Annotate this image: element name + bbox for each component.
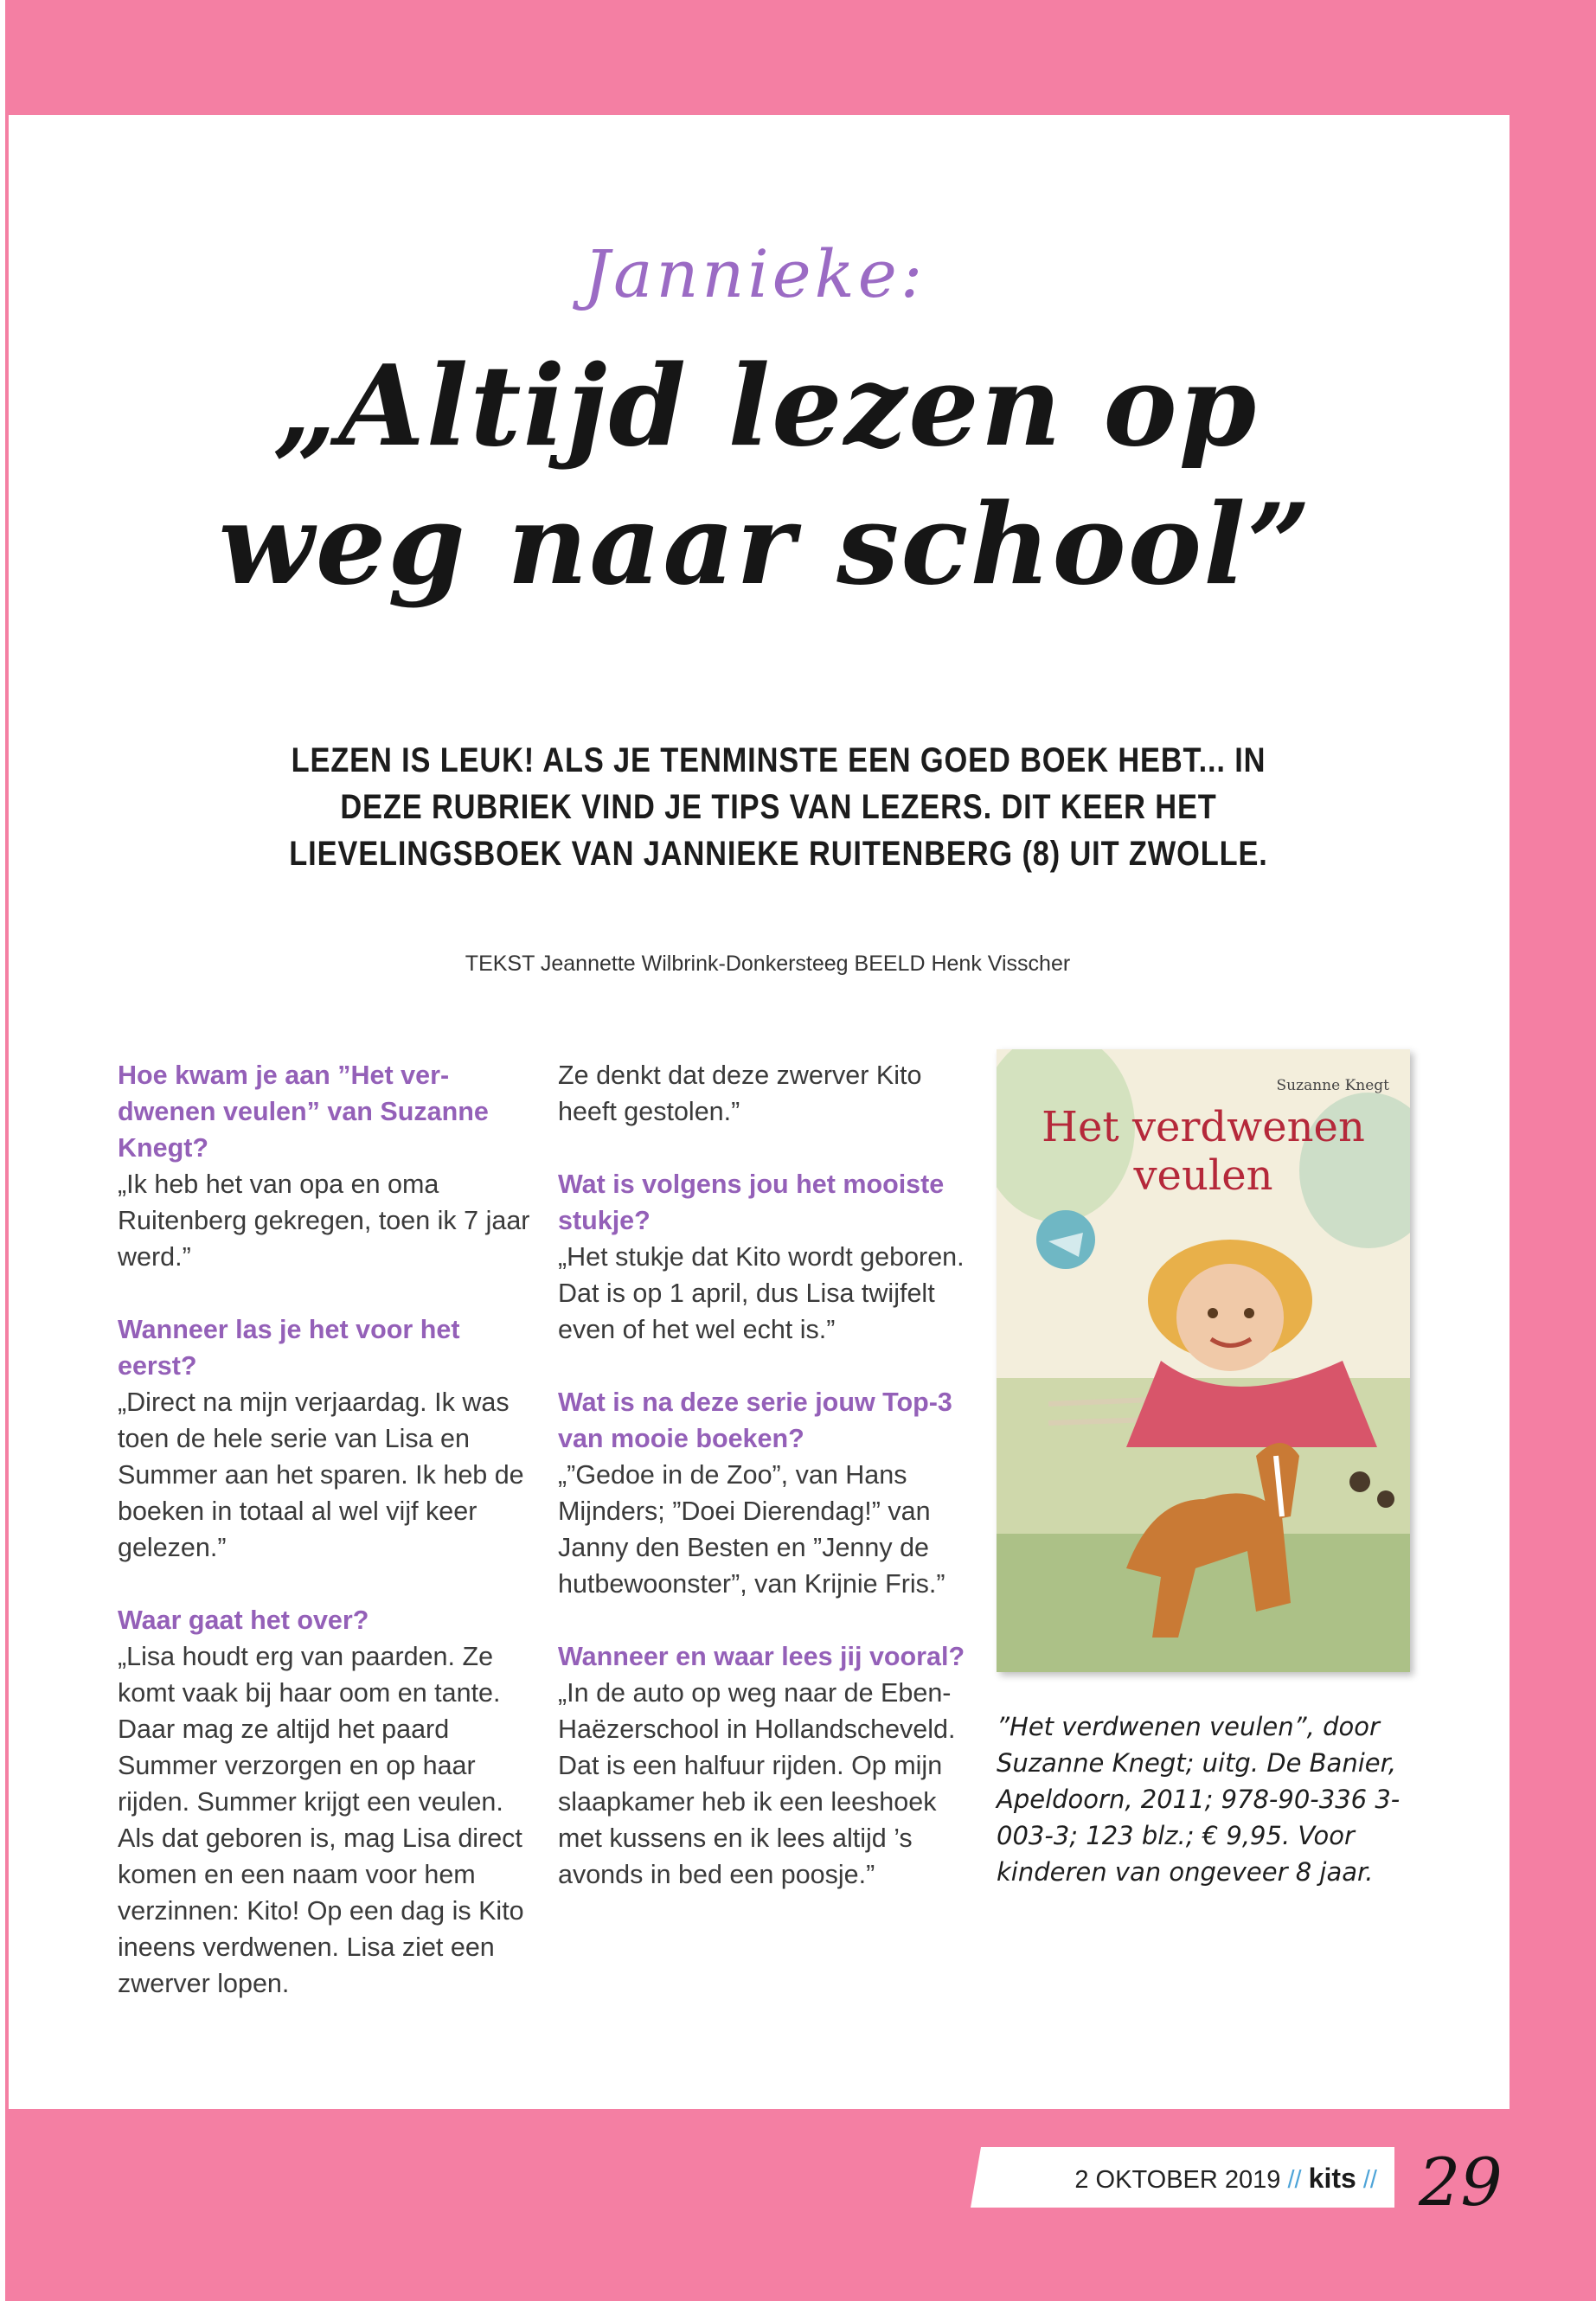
question: Wat is na deze serie jouw Top-3 van mooie boeken? (558, 1388, 952, 1453)
qa-block (118, 1057, 533, 1275)
headline-line-2: weg naar school” (218, 480, 1313, 610)
book-title: Het verdwenen veulen (1042, 1103, 1365, 1200)
column-1 (118, 1057, 533, 2038)
question: Wanneer en waar lees jij vooral? (558, 1642, 965, 1671)
question: Waar gaat het over? (118, 1606, 369, 1635)
answer: „Direct na mijn verjaardag. Ik was toen de hele serie van Lisa en Summer aan het sparen. Ik heb de boeken in totaal al wel vijf keer gelezen.” (118, 1388, 524, 1562)
answer: „Lisa houdt erg van paarden. Ze komt vaak bij haar oom en tante. Daar mag ze altijd het paard Summer verzorgen en op haar rijden. Summer krijgt een veulen. Als dat geboren is, mag Lisa direct komen en een naam voor hem verzinnen: Kito! Op een dag is Kito ineens verdwenen. Lisa ziet een zwerver lopen. (118, 1642, 524, 1998)
separator: // (1287, 2166, 1302, 2194)
headline (104, 337, 1427, 614)
qa-block (558, 1166, 973, 1348)
qa-continuation (558, 1057, 973, 1130)
question: Wanneer las je het voor het eerst? (118, 1315, 460, 1381)
page-edge-strip (0, 0, 5, 2301)
question: Wat is volgens jou het mooiste stukje? (558, 1170, 945, 1235)
column-2 (558, 1057, 973, 1929)
footer-info (971, 2163, 1377, 2195)
book-cover-image (997, 1049, 1410, 1672)
qa-block (118, 1311, 533, 1566)
question: Hoe kwam je aan ”Het verdwenen veulen” van Suzanne Knegt? (118, 1061, 489, 1163)
answer-continuation: Ze denkt dat deze zwerver Kito heeft gestolen.” (558, 1061, 922, 1126)
qa-block (558, 1638, 973, 1893)
intro-text: LEZEN IS LEUK! ALS JE TENMINSTE EEN GOED BOEK HEBT... IN DEZE RUBRIEK VIND JE TIPS VAN LEZERS. DIT KEER HET LIEVELINGSBOEK VAN JANNIEKE RUITENBERG (8) UIT ZWOLLE. (289, 741, 1268, 873)
headline-line-1: „Altijd lezen op (272, 342, 1259, 471)
pre-title: Jannieke: (583, 235, 926, 312)
qa-block (118, 1602, 533, 2002)
qa-block (558, 1384, 973, 1602)
answer: „”Gedoe in de Zoo”, van Hans Mijnders; ”Doei Dierendag!” van Janny den Besten en ”Jenny de hutbewoonster”, van Krijnie Fris.” (558, 1460, 945, 1599)
answer: „Het stukje dat Kito wordt geboren. Dat is op 1 april, dus Lisa twijfelt even of het wel echt is.” (558, 1242, 965, 1344)
book-author: Suzanne Knegt (1276, 1077, 1389, 1094)
answer: „Ik heb het van opa en oma Ruitenberg gekregen, toen ik 7 jaar werd.” (118, 1170, 530, 1272)
book-caption: ”Het verdwenen veulen”, door Suzanne Knegt; uitg. De Banier, Apeldoorn, 2011; 978-90-336 3-003-3; 123 blz.; € 9,95. Voor kinderen van ongeveer 8 jaar. (997, 1712, 1401, 1887)
answer: „In de auto op weg naar de Eben-Haëzerschool in Hollandscheveld. Dat is een halfuur rijden. Op mijn slaapkamer heb ik een leeshoek met kussens en ik lees altijd ’s avonds in bed een poosje.” (558, 1678, 956, 1889)
separator: // (1362, 2166, 1377, 2194)
credit-line: TEKST Jeannette Wilbrink-Donkersteeg BEELD Henk Visscher (465, 952, 1071, 976)
brand-name: kits (1308, 2163, 1356, 2194)
page-number: 29 (1419, 2144, 1503, 2221)
issue-date: 2 OKTOBER 2019 (1074, 2166, 1281, 2194)
